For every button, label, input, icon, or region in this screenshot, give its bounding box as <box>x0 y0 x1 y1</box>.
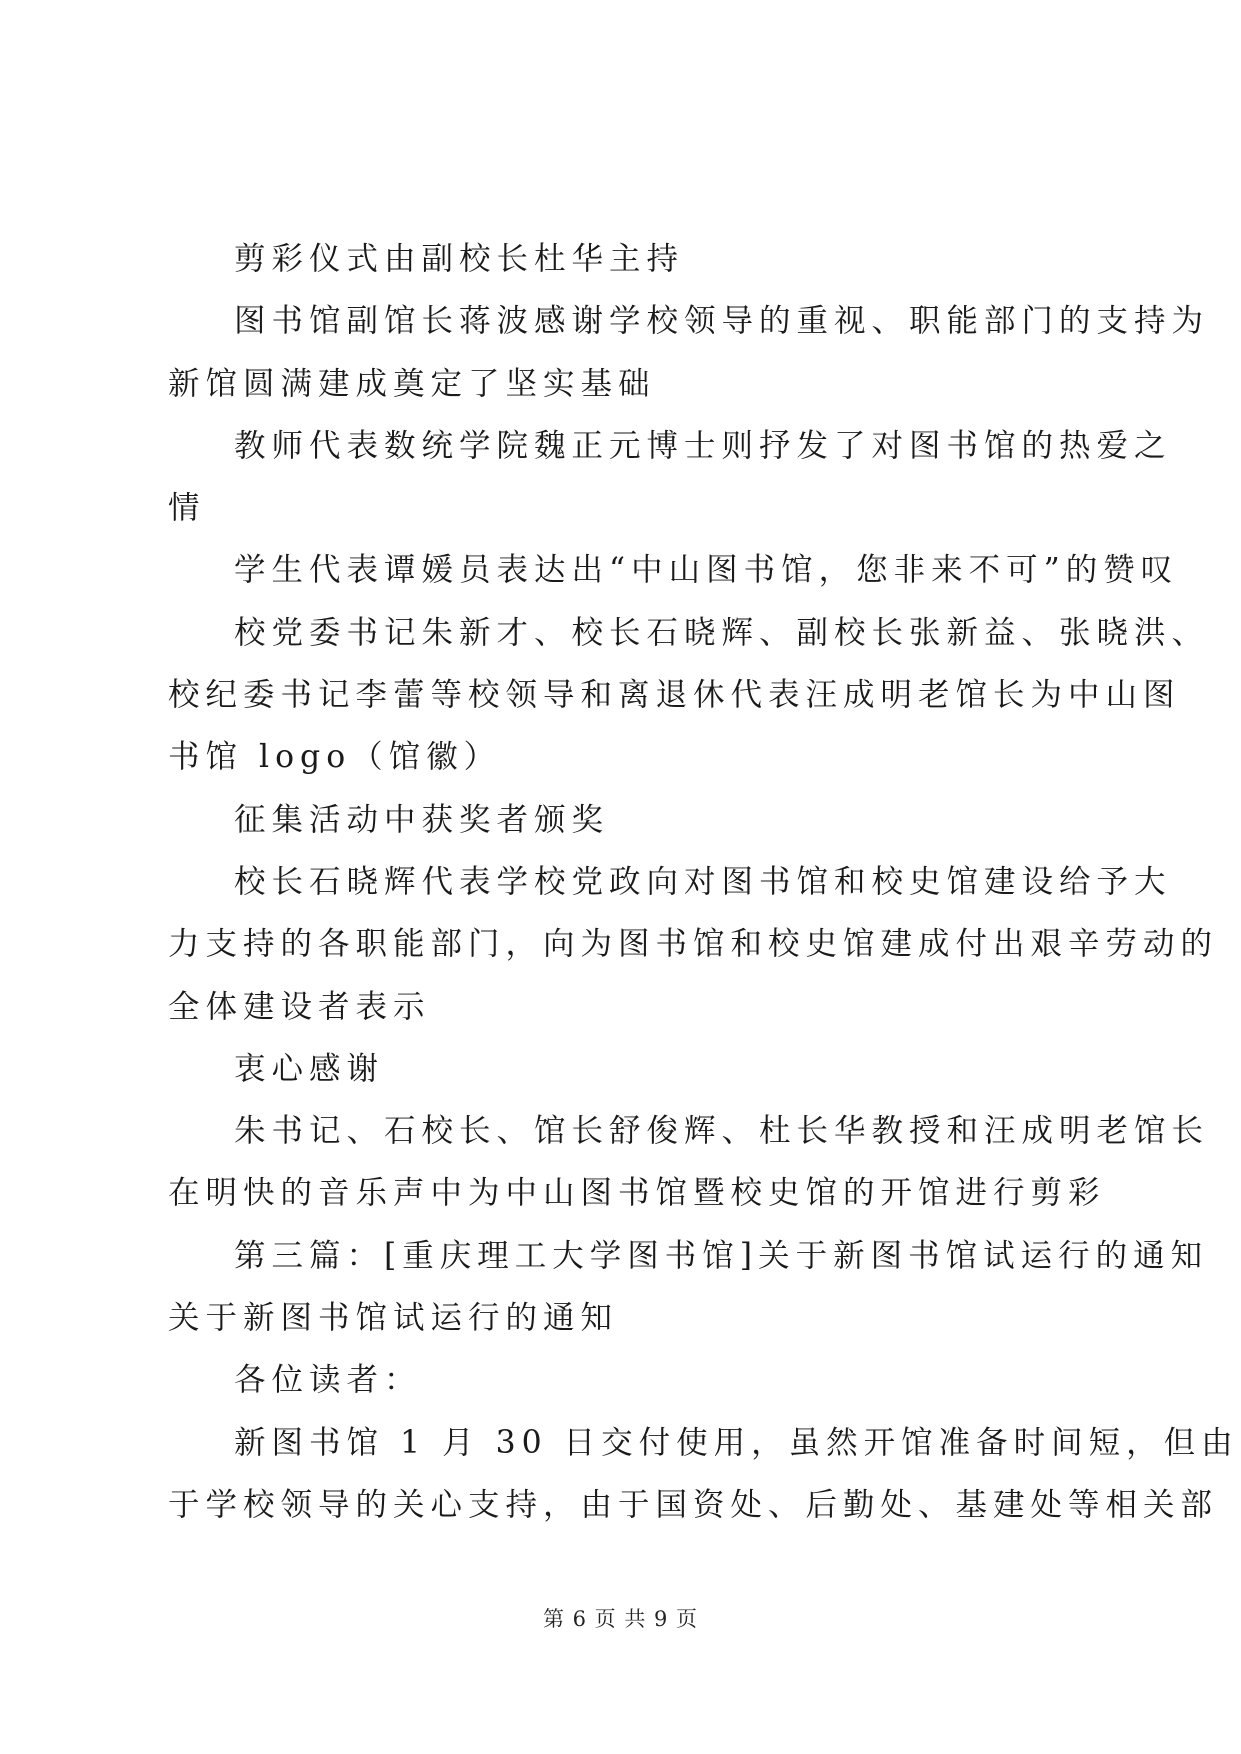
paragraph-teacher-representative <box>168 415 1172 540</box>
text-line: 第三篇：[重庆理工大学图书馆]关于新图书馆试运行的通知 <box>234 1237 1209 1274</box>
paragraph-deputy-director-thanks <box>168 290 1210 415</box>
paragraph-new-library-opening <box>168 1412 1239 1537</box>
text-line: 于学校领导的关心支持，由于国资处、后勤处、基建处等相关部 <box>168 1486 1219 1523</box>
text-line: 征集活动中获奖者颁奖 <box>234 801 610 838</box>
text-line: 校党委书记朱新才、校长石晓辉、副校长张新益、张晓洪、 <box>234 614 1210 651</box>
text-line: 新图书馆 1 月 30 日交付使用，虽然开馆准备时间短，但由 <box>234 1424 1239 1461</box>
text-line: 校长石晓辉代表学校党政向对图书馆和校史馆建设给予大 <box>234 863 1172 900</box>
text-line: 学生代表谭媛员表达出“中山图书馆，您非来不可”的赞叹 <box>234 552 1179 589</box>
text-line: 在明快的音乐声中为中山图书馆暨校史馆的开馆进行剪彩 <box>168 1175 1106 1212</box>
text-line: 图书馆副馆长蒋波感谢学校领导的重视、职能部门的支持为 <box>234 303 1210 340</box>
paragraph-ribbon-cutting <box>168 1100 1210 1225</box>
text-line: 朱书记、石校长、馆长舒俊辉、杜长华教授和汪成明老馆长 <box>234 1113 1210 1150</box>
text-line: 校纪委书记李蕾等校领导和离退休代表汪成明老馆长为中山图 <box>168 677 1181 714</box>
text-line: 剪彩仪式由副校长杜华主持 <box>234 241 685 277</box>
text-line: 教师代表数统学院魏正元博士则抒发了对图书馆的热爱之 <box>234 427 1172 464</box>
text-line: 衷心感谢 <box>234 1050 385 1087</box>
paragraph-ceremony-host <box>168 228 1088 290</box>
paragraph-section-three-heading <box>168 1225 1209 1350</box>
text-line: 新馆圆满建成奠定了坚实基础 <box>168 365 656 402</box>
paragraph-award-winners <box>168 789 1088 851</box>
paragraph-salutation <box>168 1349 1088 1411</box>
paragraph-leaders-logo <box>168 602 1210 789</box>
paragraph-president-thanks <box>168 851 1219 1038</box>
text-line: 关于新图书馆试运行的通知 <box>168 1300 619 1337</box>
document-body <box>168 228 1239 1536</box>
text-line: 书馆 logo（馆徽） <box>168 739 502 776</box>
text-line: 力支持的各职能部门，向为图书馆和校史馆建成付出艰辛劳动的 <box>168 926 1219 963</box>
paragraph-heartfelt-thanks <box>168 1038 1088 1100</box>
text-line: 各位读者： <box>234 1362 422 1399</box>
page-number-footer: 第 6 页 共 9 页 <box>542 1607 699 1631</box>
text-line: 全体建设者表示 <box>168 988 431 1025</box>
paragraph-student-representative <box>168 539 1179 601</box>
text-line: 情 <box>168 490 206 527</box>
